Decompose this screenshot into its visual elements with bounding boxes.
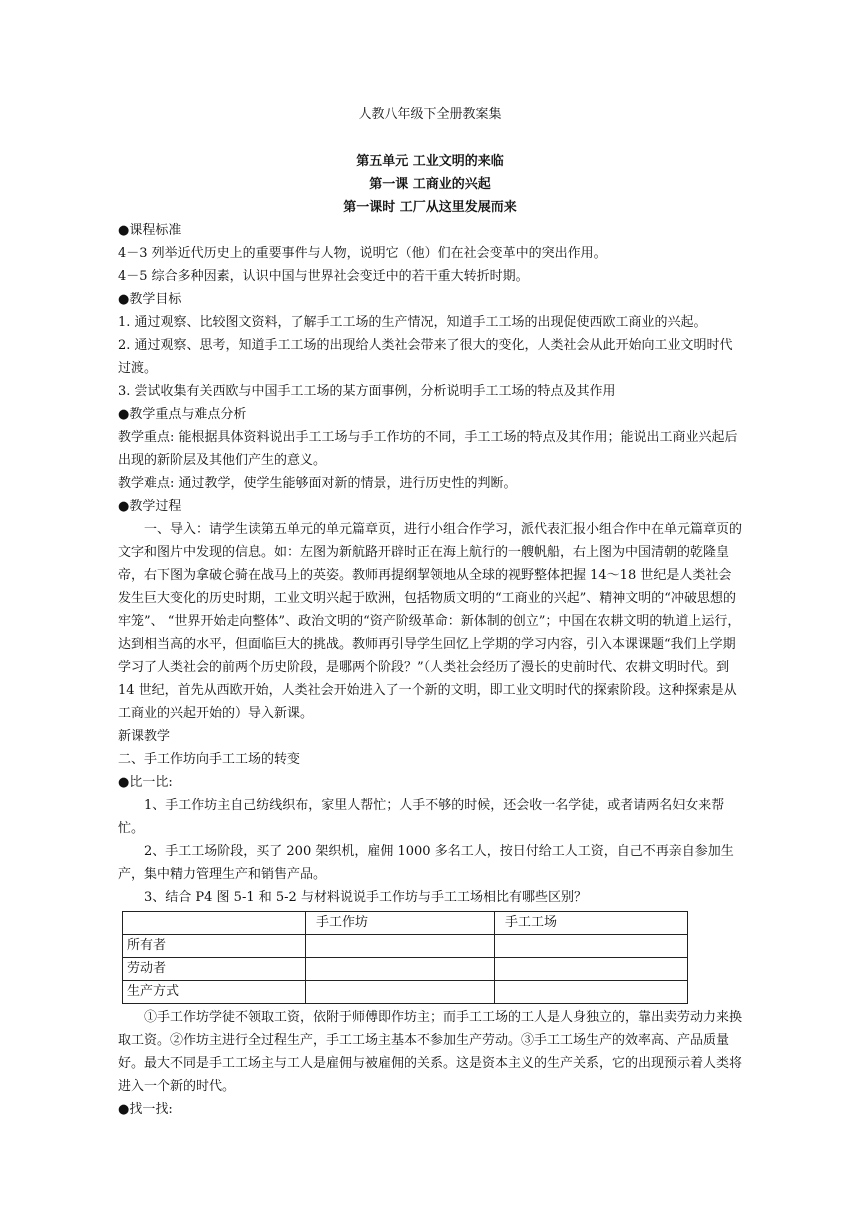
table-cell <box>306 981 495 1004</box>
period-title: 第一课时 工厂从这里发展而来 <box>343 200 517 215</box>
table-cell <box>495 958 688 981</box>
table-header-cell: 手工作坊 <box>306 912 495 935</box>
table-cell: 所有者 <box>123 935 306 958</box>
goal-item: 3. 尝试收集有关西欧与中国手工工场的某方面事例，分析说明手工工场的特点及其作用 <box>118 384 616 399</box>
answer-paragraph: ①手工作坊学徒不领取工资，依附于师傅即作坊主；而手工工场的工人是人身独立的，靠出卖劳动力来换取工资。②作坊主进行全过程生产，手工工场主基本不参加生产劳动。③手工工场生产的效率高、产品质量好。最大不同是手工工场主与工人是雇佣与被雇佣的关系。这是资本主义的生产关系，它的出现预示着人类将进入一个新的时代。 <box>118 1010 743 1094</box>
standard-item: 4－5 综合多种因素，认识中国与世界社会变迁中的若干重大转折时期。 <box>118 269 529 284</box>
goal-item: 2. 通过观察、思考，知道手工工场的出现给人类社会带来了很大的变化，人类社会从此开始向工业文明时代过渡。 <box>118 338 733 376</box>
compare-item: 2、手工工场阶段，买了 200 架织机，雇佣 1000 多名工人，按日付给工人工资，自己不再亲自参加生产，集中精力管理生产和销售产品。 <box>118 844 734 882</box>
compare-heading: ●比一比: <box>118 775 173 790</box>
table-header-cell <box>123 912 306 935</box>
table-cell: 劳动者 <box>123 958 306 981</box>
compare-item: 1、手工作坊主自己纺线织布，家里人帮忙；人手不够的时候，还会收一名学徒，或者请两名妇女来帮忙。 <box>118 798 725 836</box>
table-row <box>123 935 688 958</box>
part2-title: 二、手工作坊向手工工场的转变 <box>118 752 301 767</box>
table-row <box>123 981 688 1004</box>
lesson-title: 第一课 工商业的兴起 <box>369 177 491 192</box>
new-lesson-label: 新课教学 <box>118 729 171 744</box>
table-cell <box>495 935 688 958</box>
unit-title: 第五单元 工业文明的来临 <box>356 154 504 169</box>
teaching-difficulty: 教学难点: 通过教学，使学生能够面对新的情景，进行历史性的判断。 <box>118 476 517 491</box>
table-header-row <box>123 912 688 935</box>
teaching-focus: 教学重点: 能根据具体资料说出手工工场与手工作坊的不同，手工工场的特点及其作用；能说出工商业兴起后出现的新阶层及其他们产生的意义。 <box>118 430 738 468</box>
table-cell: 生产方式 <box>123 981 306 1004</box>
table-cell <box>495 981 688 1004</box>
process-heading: ●教学过程 <box>118 499 182 514</box>
goals-heading: ●教学目标 <box>118 292 182 307</box>
intro-paragraph: 一、导入：请学生读第五单元的单元篇章页，进行小组合作学习，派代表汇报小组合作中在单元篇章页的文字和图片中发现的信息。如：左图为新航路开辟时正在海上航行的一艘帆船，右上图为中国清朝的乾隆皇帝，右下图为拿破仑骑在战马上的英姿。教师再提纲挈领地从全球的视野整体把握 14～18 世纪是人类社会发生巨大变化的历史时期，工业文明兴起于欧洲，包括物质文明的“工商业的兴起”、精神文明的“冲破思想的牢笼”、 “世界开始走向整体”、政治文明的“资产阶级革命：新体制的创立”；中国在农耕文明的轨道上运行，达到相当高的水平，但面临巨大的挑战。教师再引导学生回忆上学期的学习内容，引入本课课题“我们上学期学习了人类社会的前两个历史阶段，是哪两个阶段？”（人类社会经历了漫长的史前时代、农耕文明时代。到 14 世纪，首先从西欧开始，人类社会开始进入了一个新的文明，即工业文明时代的探索阶段。这种探索是从工商业的兴起开始的）导入新课。 <box>118 522 743 721</box>
table-cell <box>306 935 495 958</box>
table-cell <box>306 958 495 981</box>
document-title: 人教八年级下全册教案集 <box>358 107 502 122</box>
compare-item: 3、结合 P4 图 5-1 和 5-2 与材料说说手工作坊与手工工场相比有哪些区别？ <box>144 890 587 905</box>
document-body <box>118 103 742 1121</box>
table-header-cell: 手工工场 <box>495 912 688 935</box>
keypoints-heading: ●教学重点与难点分析 <box>118 407 247 422</box>
find-heading: ●找一找: <box>118 1102 173 1117</box>
goal-item: 1. 通过观察、比较图文资料，了解手工工场的生产情况，知道手工工场的出现促使西欧工商业的兴起。 <box>118 315 707 330</box>
table-row <box>123 958 688 981</box>
standard-item: 4－3 列举近代历史上的重要事件与人物，说明它（他）们在社会变革中的突出作用。 <box>118 246 607 261</box>
standard-heading: ●课程标准 <box>118 223 182 238</box>
comparison-table <box>122 911 688 1004</box>
